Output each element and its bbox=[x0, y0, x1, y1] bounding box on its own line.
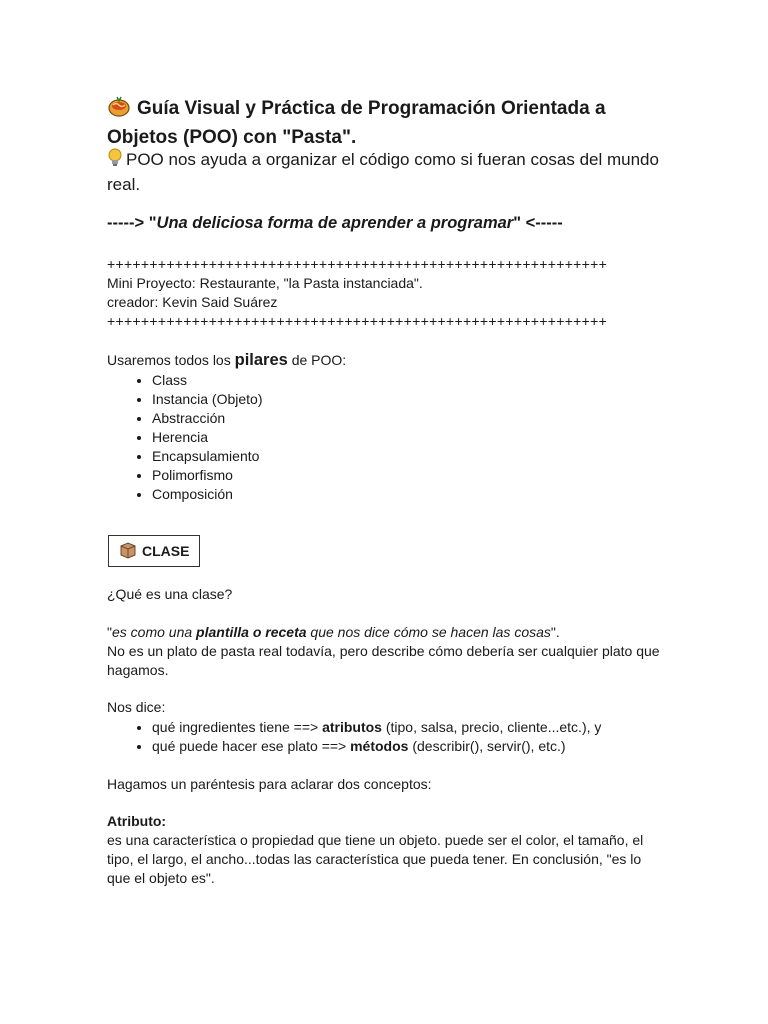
list-item: • Instancia (Objeto) bbox=[152, 390, 263, 409]
clase-definition bbox=[107, 623, 667, 680]
quote-close: ". bbox=[550, 624, 560, 640]
tagline-italic: Una deliciosa forma de aprender a programar bbox=[156, 214, 514, 232]
tagline-suffix: " <----- bbox=[513, 214, 563, 232]
subtitle-text: POO nos ayuda a organizar el código como si fueran cosas del mundo real. bbox=[107, 150, 659, 194]
definition-bold: plantilla o receta bbox=[196, 624, 307, 640]
list-item: • Class bbox=[152, 371, 263, 390]
nos-dice-list bbox=[107, 718, 601, 756]
list-item: • qué ingredientes tiene ==> atributos (tipo, salsa, precio, cliente...etc.), y bbox=[152, 718, 601, 737]
separator-top: +++++++++++++++++++++++++++++++++++++++++++++++++++++++++++ bbox=[107, 256, 608, 272]
pilares-intro bbox=[107, 351, 346, 370]
lightbulb-icon bbox=[107, 148, 123, 174]
definition-text: No es un plato de pasta real todavía, pero describe cómo debería ser cualquier plato que hagamos. bbox=[107, 643, 660, 678]
quote-open: " bbox=[107, 624, 112, 640]
tagline-prefix: -----> " bbox=[107, 214, 157, 232]
pilares-intro-after: de POO: bbox=[287, 352, 347, 368]
list-item: • Encapsulamiento bbox=[152, 447, 263, 466]
tagline bbox=[107, 214, 563, 233]
pasta-bowl-icon bbox=[107, 94, 131, 125]
subtitle bbox=[107, 148, 677, 196]
definition-italic-2: que nos dice cómo se hacen las cosas bbox=[306, 624, 551, 640]
clase-question: ¿Qué es una clase? bbox=[107, 586, 233, 602]
clase-heading-box bbox=[108, 535, 200, 567]
project-creator: creador: Kevin Said Suárez bbox=[107, 294, 278, 310]
clase-label: CLASE bbox=[142, 543, 190, 559]
atributo-text: es una característica o propiedad que tiene un objeto. puede ser el color, el tamaño, el tipo, el largo, el ancho...todas las característica que pueda tener. En conclusión, "es lo que el objeto es". bbox=[107, 832, 644, 886]
project-info bbox=[107, 255, 607, 331]
page-title bbox=[107, 94, 667, 150]
definition-quote bbox=[107, 623, 667, 642]
nos-dice: Nos dice: bbox=[107, 699, 166, 715]
atributo-title: Atributo: bbox=[107, 813, 167, 829]
list-item: • Polimorfismo bbox=[152, 466, 263, 485]
separator-bottom: +++++++++++++++++++++++++++++++++++++++++++++++++++++++++++ bbox=[107, 313, 608, 329]
parentesis-text: Hagamos un paréntesis para aclarar dos conceptos: bbox=[107, 776, 432, 792]
definition-italic-1: es como una bbox=[111, 624, 197, 640]
list-item: • Abstracción bbox=[152, 409, 263, 428]
pilares-intro-before: Usaremos todos los bbox=[107, 352, 235, 368]
title-text: Guía Visual y Práctica de Programación Orientada a Objetos (POO) con "Pasta". bbox=[107, 98, 606, 148]
project-name: Mini Proyecto: Restaurante, "la Pasta instanciada". bbox=[107, 275, 423, 291]
atributo-section bbox=[107, 812, 667, 888]
list-item: • qué puede hacer ese plato ==> métodos (describir(), servir(), etc.) bbox=[152, 737, 601, 756]
box-icon bbox=[119, 541, 137, 562]
pillars-list bbox=[107, 371, 263, 504]
pilares-intro-bold: pilares bbox=[234, 351, 288, 369]
list-item: • Herencia bbox=[152, 428, 263, 447]
list-item: • Composición bbox=[152, 485, 263, 504]
